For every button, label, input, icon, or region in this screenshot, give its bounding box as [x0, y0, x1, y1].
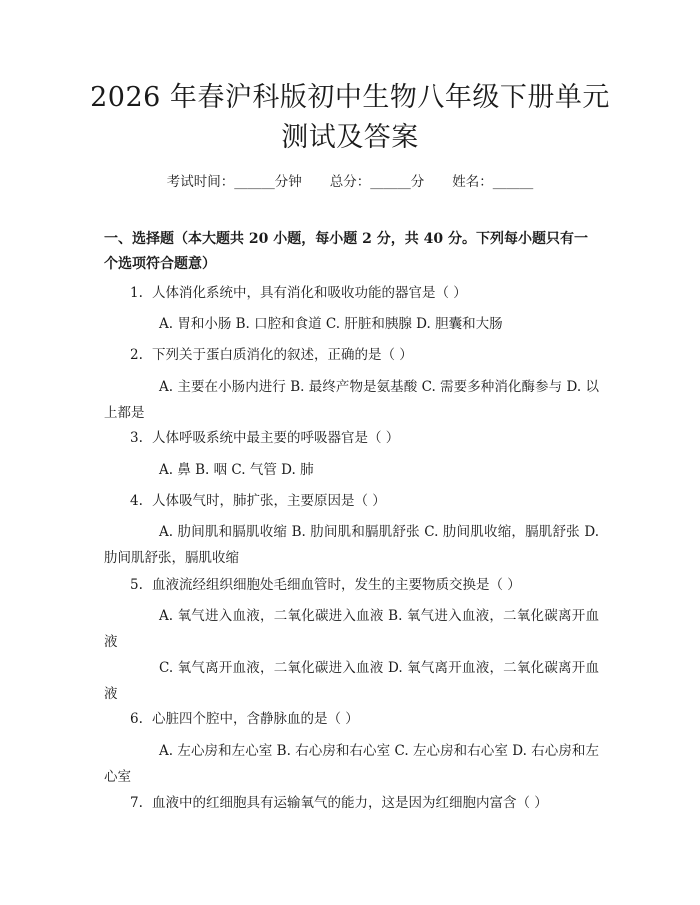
question-text: 人体吸气时，肺扩张，主要原因是（ ）: [152, 493, 386, 509]
question-options: A. 左心房和左心室 B. 右心房和右心室 C. 左心房和右心室 D. 右心房和左心室: [104, 743, 599, 785]
question-stem: [104, 425, 599, 451]
question-options: A. 肋间肌和膈肌收缩 B. 肋间肌和膈肌舒张 C. 肋间肌收缩，膈肌舒张 D. 肋间肌舒张，膈肌收缩: [104, 524, 599, 566]
question-options: C. 氧气离开血液，二氧化碳进入血液 D. 氧气离开血液，二氧化碳离开血液: [104, 660, 599, 702]
question-text: 人体消化系统中，具有消化和吸收功能的器官是（ ）: [152, 285, 467, 301]
question-stem: [104, 572, 599, 598]
question-number: 1.: [130, 285, 143, 301]
question-number: 3.: [130, 430, 143, 446]
question-stem: [104, 280, 599, 306]
question-options: A. 主要在小肠内进行 B. 最终产物是氨基酸 C. 需要多种消化酶参与 D. 以上都是: [104, 379, 599, 421]
question-number: 2.: [130, 347, 143, 363]
question-text: 血液流经组织细胞处毛细血管时，发生的主要物质交换是（ ）: [152, 577, 521, 593]
section-heading: 一、选择题（本大题共 20 小题，每小题 2 分，共 40 分。下列每小题只有一个选项符合题意）: [104, 231, 588, 272]
question-options: A. 胃和小肠 B. 口腔和食道 C. 肝脏和胰腺 D. 胆囊和大肠: [159, 316, 503, 332]
question-text: 人体呼吸系统中最主要的呼吸器官是（ ）: [152, 430, 400, 446]
question-number: 5.: [130, 577, 143, 593]
question-number: 4.: [130, 493, 143, 509]
question-options: A. 鼻 B. 咽 C. 气管 D. 肺: [159, 462, 314, 478]
exam-time-field: 考试时间：______分钟: [166, 174, 302, 190]
question-text: 血液中的红细胞具有运输氧气的能力，这是因为红细胞内富含（ ）: [152, 795, 548, 811]
exam-meta: [0, 170, 700, 190]
question-text: 心脏四个腔中，含静脉血的是（ ）: [152, 711, 359, 727]
page-title: 2026 年春沪科版初中生物八年级下册单元测试及答案: [90, 82, 610, 153]
question-number: 7.: [130, 795, 143, 811]
total-score-field: 总分：______分: [329, 174, 425, 190]
question-options: A. 氧气进入血液，二氧化碳进入血液 B. 氧气进入血液，二氧化碳离开血液: [104, 608, 599, 650]
question-number: 6.: [130, 711, 143, 727]
question-stem: [104, 706, 599, 732]
question-stem: [104, 342, 599, 368]
question-text: 下列关于蛋白质消化的叙述，正确的是（ ）: [152, 347, 413, 363]
question-stem: [104, 488, 599, 514]
question-stem: [104, 790, 599, 816]
student-name-field: 姓名：______: [452, 174, 534, 190]
